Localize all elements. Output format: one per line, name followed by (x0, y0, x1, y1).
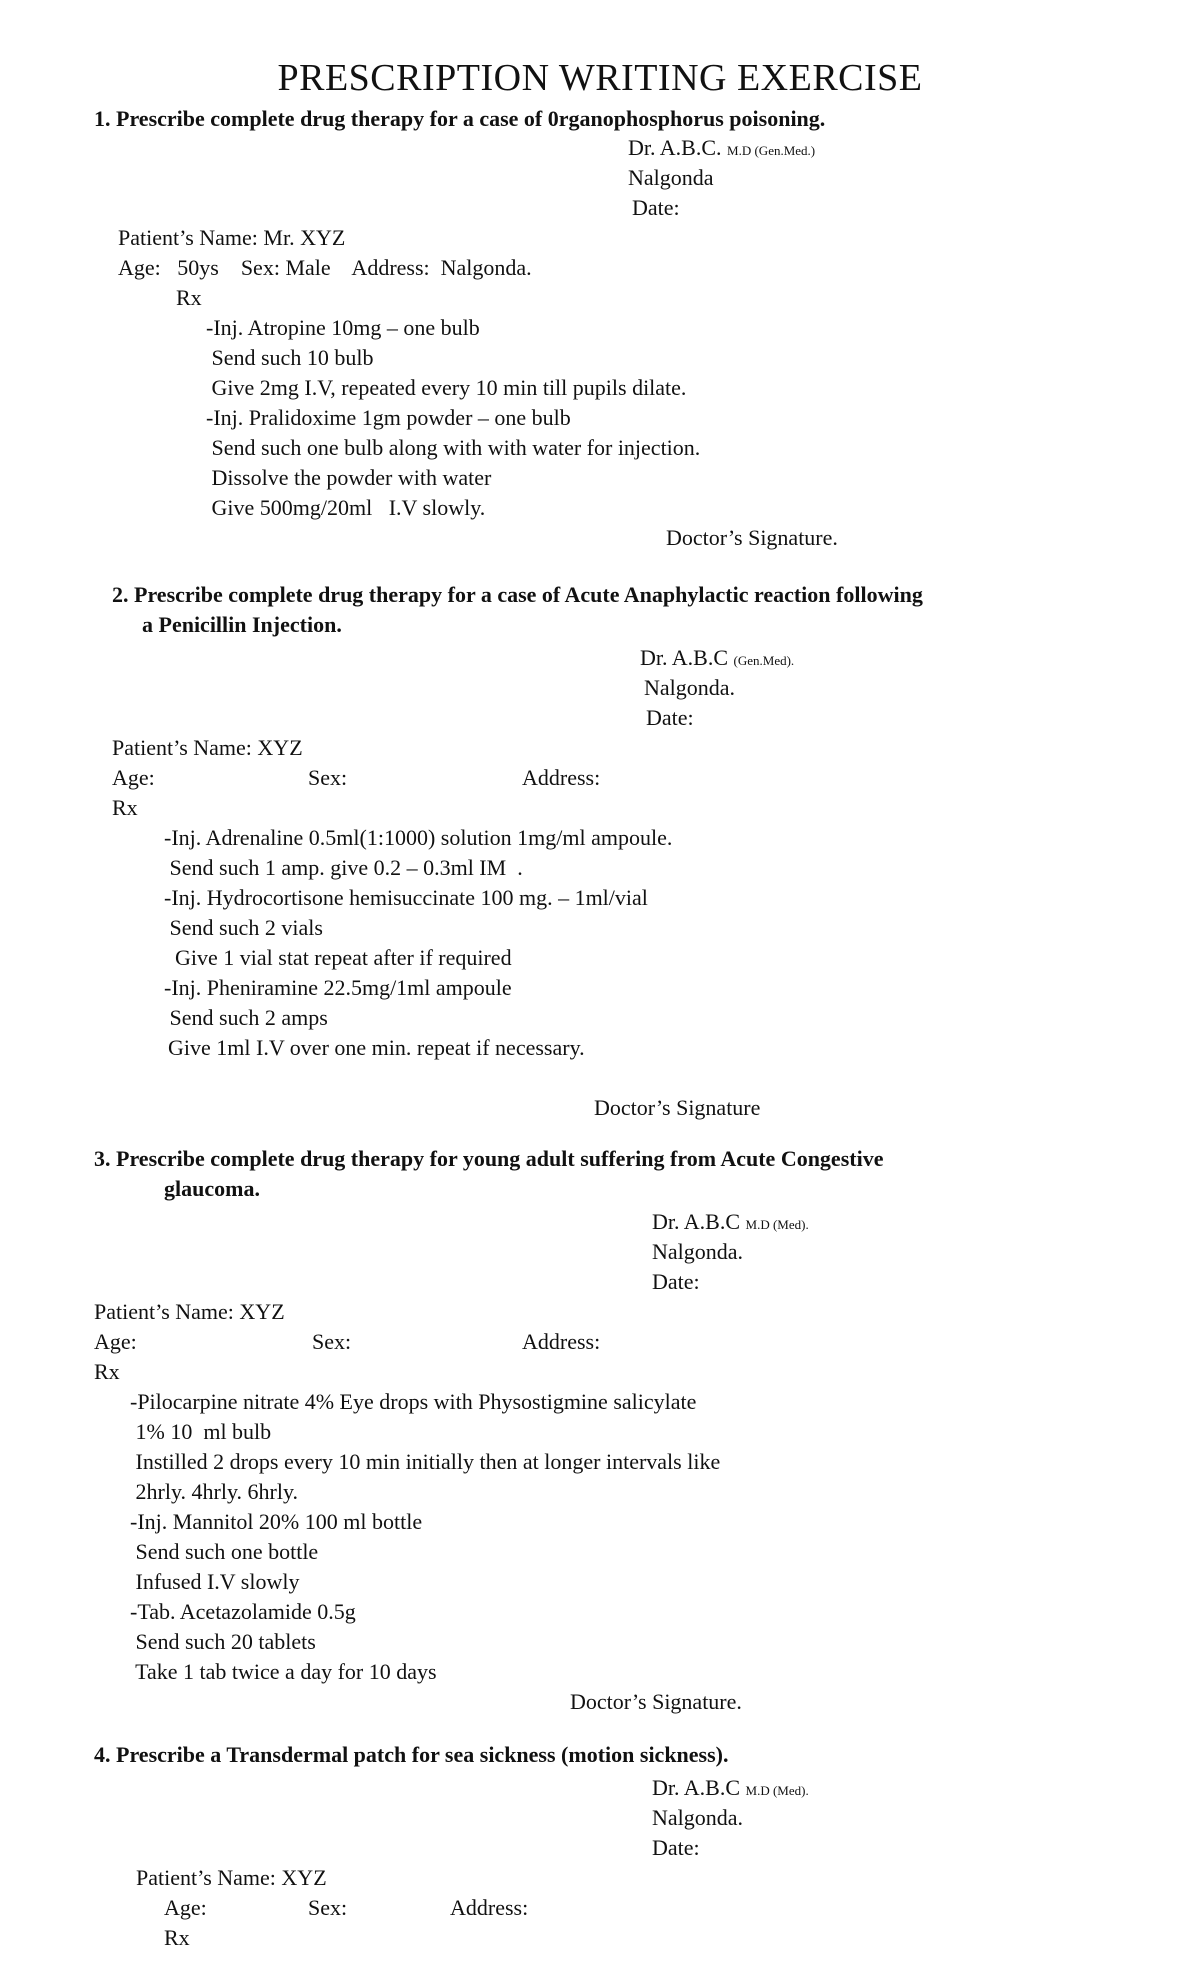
doctor-name: Dr. A.B.C (Gen.Med). (640, 645, 795, 670)
date-label: Date: (652, 1835, 700, 1860)
address-label: Address: (522, 1329, 601, 1354)
question-2: 2. Prescribe complete drug therapy for a case of Acute Anaphylactic reaction following (112, 582, 923, 607)
rx-line: Send such one bottle (130, 1539, 319, 1564)
rx-line: Give 2mg I.V, repeated every 10 min till pupils dilate. (206, 375, 687, 400)
rx-line: Send such 1 amp. give 0.2 – 0.3ml IM . (164, 855, 523, 880)
address-label: Address: (450, 1895, 529, 1920)
date-label: Date: (646, 705, 694, 730)
rx-line: 2hrly. 4hrly. 6hrly. (130, 1479, 299, 1504)
doctor-signature: Doctor’s Signature (594, 1095, 761, 1120)
doctor-qualification: M.D (Med). (745, 1783, 809, 1798)
rx-line: -Tab. Acetazolamide 0.5g (130, 1599, 356, 1624)
rx-line: -Inj. Pheniramine 22.5mg/1ml ampoule (164, 975, 512, 1000)
doctor-qualification: M.D (Gen.Med.) (727, 143, 816, 158)
rx-line: Give 1ml I.V over one min. repeat if necessary. (168, 1035, 585, 1060)
sex-label: Sex: (308, 1895, 348, 1920)
question-2-continued: a Penicillin Injection. (142, 612, 342, 637)
rx-line: -Inj. Mannitol 20% 100 ml bottle (130, 1509, 423, 1534)
rx-line: Give 1 vial stat repeat after if required (164, 945, 512, 970)
sex-label: Sex: (308, 765, 348, 790)
sex-label: Sex: (312, 1329, 352, 1354)
age-label: Age: (94, 1329, 137, 1354)
rx-line: Send such 2 vials (164, 915, 323, 940)
doctor-place: Nalgonda. (652, 1805, 744, 1830)
doctor-qualification: (Gen.Med). (733, 653, 795, 668)
rx-symbol: Rx (112, 795, 138, 820)
question-3-continued: glaucoma. (164, 1176, 260, 1201)
rx-line: Infused I.V slowly (130, 1569, 300, 1594)
patient-name: Patient’s Name: XYZ (112, 735, 303, 760)
doctor-qualification: M.D (Med). (745, 1217, 809, 1232)
rx-line: Send such 10 bulb (206, 345, 374, 370)
question-4: 4. Prescribe a Transdermal patch for sea sickness (motion sickness). (94, 1742, 729, 1767)
age-label: Age: (164, 1895, 207, 1920)
date-label: Date: (632, 195, 680, 220)
rx-line: Send such 20 tablets (130, 1629, 316, 1654)
doctor-signature: Doctor’s Signature. (570, 1689, 742, 1714)
doctor-place: Nalgonda (628, 165, 714, 190)
rx-line: -Inj. Adrenaline 0.5ml(1:1000) solution 1mg/ml ampoule. (164, 825, 673, 850)
doctor-place: Nalgonda. (644, 675, 736, 700)
date-label: Date: (652, 1269, 700, 1294)
page-title: PRESCRIPTION WRITING EXERCISE (277, 57, 923, 99)
doctor-name: Dr. A.B.C M.D (Med). (652, 1775, 809, 1800)
rx-line: Give 500mg/20ml I.V slowly. (206, 495, 486, 520)
rx-symbol: Rx (176, 285, 202, 310)
patient-name: Patient’s Name: Mr. XYZ (118, 225, 346, 250)
patient-details: Age: 50ys Sex: Male Address: Nalgonda. (118, 255, 532, 280)
rx-symbol: Rx (164, 1925, 190, 1950)
address-label: Address: (522, 765, 601, 790)
rx-line: Instilled 2 drops every 10 min initially then at longer intervals like (130, 1449, 721, 1474)
rx-line: Send such 2 amps (164, 1005, 328, 1030)
rx-line: Dissolve the powder with water (206, 465, 492, 490)
rx-line: -Pilocarpine nitrate 4% Eye drops with Physostigmine salicylate (130, 1389, 697, 1414)
rx-line: 1% 10 ml bulb (130, 1419, 272, 1444)
rx-line: -Inj. Atropine 10mg – one bulb (206, 315, 480, 340)
doctor-name: Dr. A.B.C. M.D (Gen.Med.) (628, 135, 816, 160)
rx-line: -Inj. Hydrocortisone hemisuccinate 100 mg. – 1ml/vial (164, 885, 648, 910)
question-3: 3. Prescribe complete drug therapy for young adult suffering from Acute Congestive (94, 1146, 884, 1171)
rx-line: Send such one bulb along with with water for injection. (206, 435, 701, 460)
rx-symbol: Rx (94, 1359, 120, 1384)
question-1: 1. Prescribe complete drug therapy for a case of 0rganophosphorus poisoning. (94, 106, 826, 131)
doctor-name: Dr. A.B.C M.D (Med). (652, 1209, 809, 1234)
rx-line: Take 1 tab twice a day for 10 days (130, 1659, 437, 1684)
doctor-signature: Doctor’s Signature. (666, 525, 838, 550)
patient-name: Patient’s Name: XYZ (136, 1865, 327, 1890)
doctor-place: Nalgonda. (652, 1239, 744, 1264)
age-label: Age: (112, 765, 155, 790)
rx-line: -Inj. Pralidoxime 1gm powder – one bulb (206, 405, 571, 430)
patient-name: Patient’s Name: XYZ (94, 1299, 285, 1324)
